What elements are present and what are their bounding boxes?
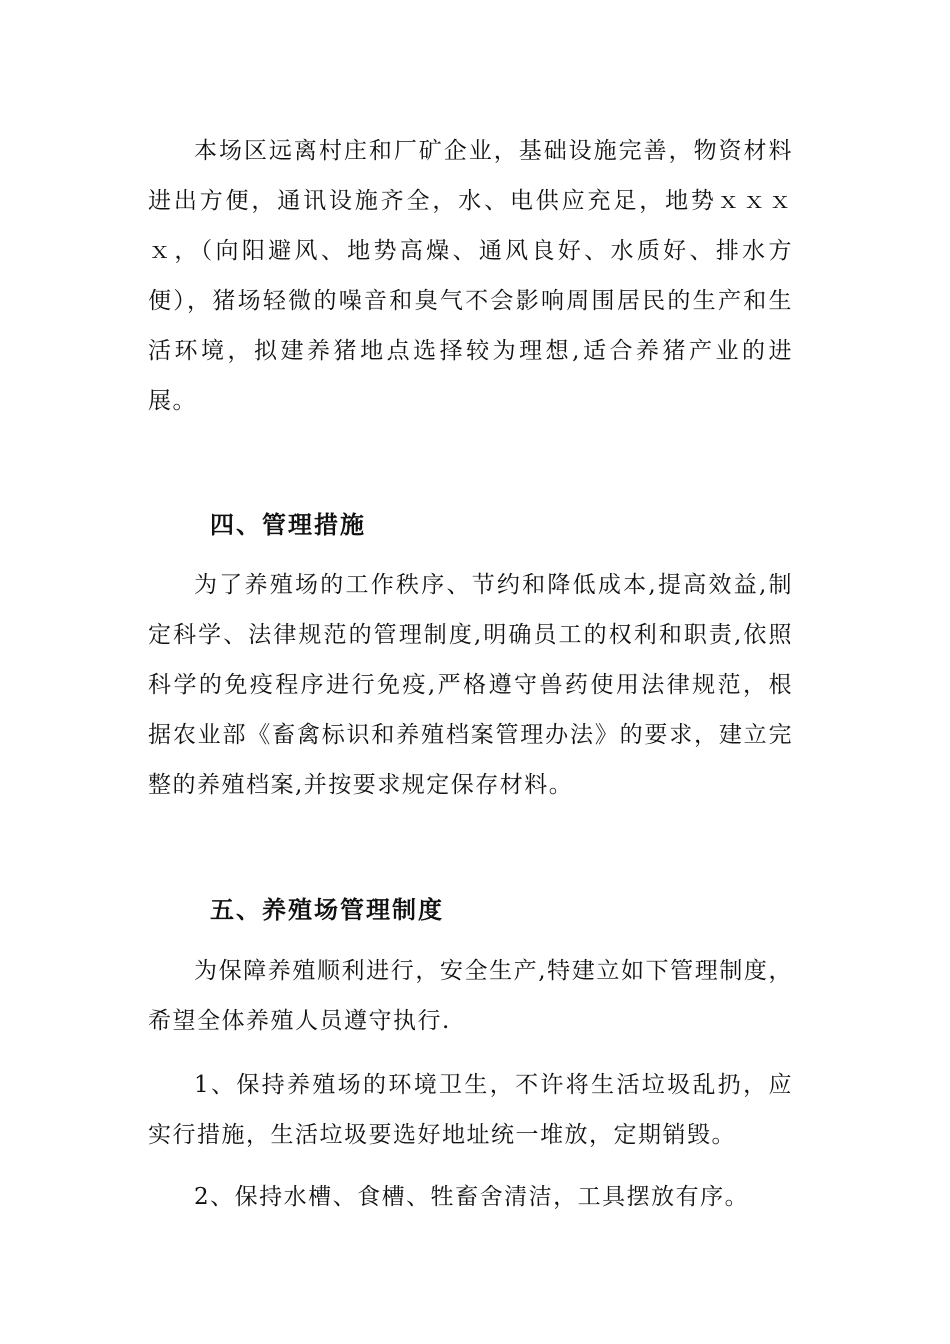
farm-rules-intro-paragraph: 为保障养殖顺利进行，安全生产,特建立如下管理制度，希望全体养殖人员遵守执行.: [148, 958, 793, 1034]
rule-item-1: 1、保持养殖场的环境卫生，不许将生活垃圾乱扔，应实行措施，生活垃圾要选好地址统一堆放，定期销毁。: [148, 1072, 793, 1148]
management-measures-paragraph: 为了养殖场的工作秩序、节约和降低成本,提高效益,制定科学、法律规范的管理制度,明确员工的权利和职责,依照科学的免疫程序进行免疫,严格遵守兽药使用法律规范，根据农业部《畜禽标识和养殖档案管理办法》的要求，建立完整的养殖档案,并按要求规定保存材料。: [148, 572, 793, 798]
section-heading-farm-management-rules: 五、养殖场管理制度: [210, 895, 444, 924]
intro-paragraph: 本场区远离村庄和厂矿企业，基础设施完善，物资材料进出方便，通讯设施齐全，水、电供应充足，地势ｘｘｘｘ，（向阳避风、地势高燥、通风良好、水质好、排水方便），猪场轻微的噪音和臭气不会影响周围居民的生产和生活环境，拟建养猪地点选择较为理想,适合养猪产业的进展。: [148, 138, 793, 414]
rule-item-2: 2、保持水槽、食槽、牲畜舍清洁，工具摆放有序。: [194, 1184, 750, 1210]
section-heading-management-measures: 四、管理措施: [210, 510, 366, 539]
